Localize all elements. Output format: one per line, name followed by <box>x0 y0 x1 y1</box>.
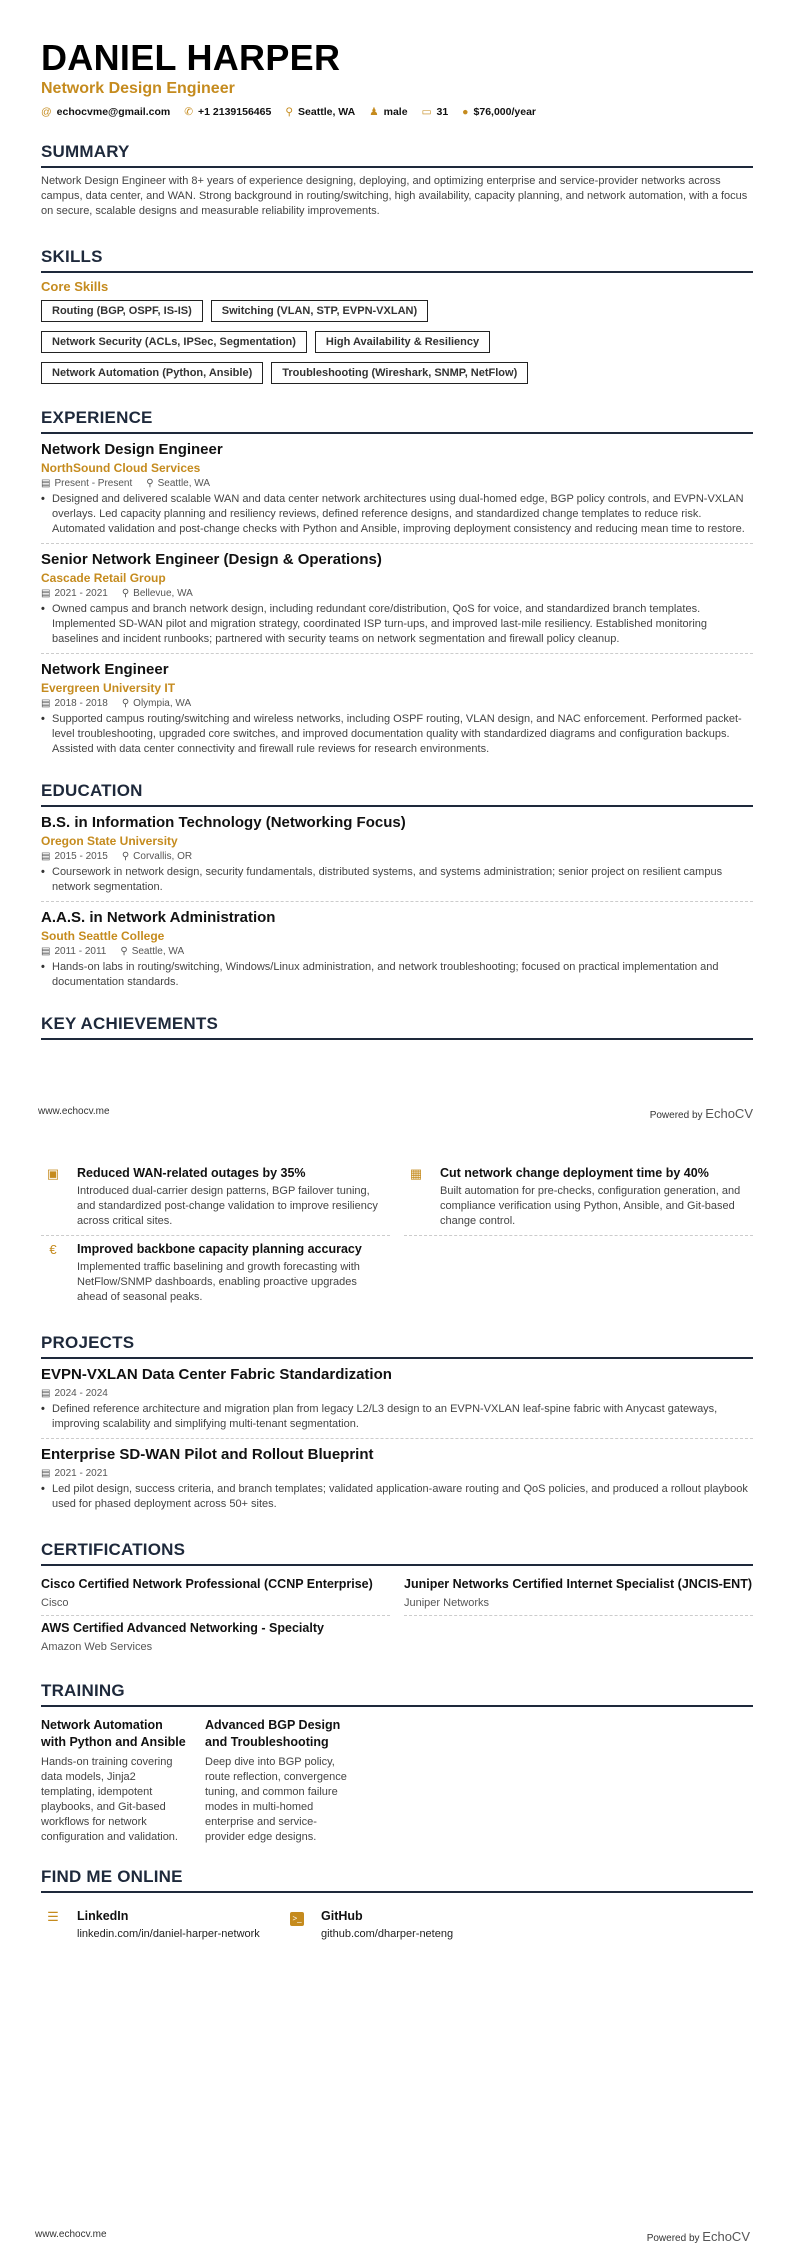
education-entry: A.A.S. in Network Administration South Seattle College ▤ 2011 - 2011 ⚲ Seattle, WA • Hands-on labs in routing/switching, Windows/Linux administration, and network troubleshooting; focused on practical implementation and documentation standards. <box>41 908 753 996</box>
contact-email[interactable]: @ echocvme@gmail.com <box>41 106 171 118</box>
dates: 2024 - 2024 <box>54 1388 108 1399</box>
dates: 2021 - 2021 <box>54 588 108 599</box>
job-entry: Network Design Engineer NorthSound Cloud Services ▤ Present - Present ⚲ Seattle, WA • Designed and delivered scalable WAN and data center network architectures using dual-homed edge, BGP policy controls, and EVPN-VXLAN overlays. Led capacity planning and resiliency reviews, defined reference designs, and standardized change templates to reduce risk. Automated validation and post-change checks with Python and Ansible, improving deployment consistency and reducing mean time to restore. <box>41 440 753 544</box>
job-entry: Network Engineer Evergreen University IT ▤ 2018 - 2018 ⚲ Olympia, WA • Supported campus routing/switching and wireless networks, including OSPF routing, VLAN design, and NAC enforcement. Performed packet-level troubleshooting, upgraded core switches, and improved documentation quality with standardized diagrams and configuration backups. Assisted with data center connectivity and firewall rule reviews for research environments. <box>41 660 753 763</box>
section-heading: KEY ACHIEVEMENTS <box>41 1014 753 1040</box>
location-icon: ⚲ <box>146 478 154 489</box>
project-entry: EVPN-VXLAN Data Center Fabric Standardization ▤ 2024 - 2024 • Defined reference architecture and migration plan from legacy L2/L3 design to an EVPN-VXLAN leaf-spine fabric with Anycast gateways, improving scalability and simplifying multi-tenant segmentation. <box>41 1365 753 1439</box>
footer-brand: EchoCV <box>705 1106 753 1121</box>
achievements-list <box>41 1160 753 1311</box>
contact-salary: ● $76,000/year <box>462 106 536 118</box>
phone-icon: ✆ <box>184 106 194 118</box>
certification-name: Cisco Certified Network Professional (CCNP Enterprise) <box>41 1577 373 1591</box>
dollar-icon: ● <box>462 106 469 118</box>
achievement-text: Implemented traffic baselining and growth forecasting with NetFlow/SNMP dashboards, enabling proactive upgrades ahead of seasonal peaks. <box>77 1261 360 1303</box>
online-linkedin[interactable] <box>41 1903 285 1948</box>
calendar-icon: ▤ <box>41 588 51 599</box>
job-title: Network Engineer <box>41 661 169 678</box>
candidate-name: DANIEL HARPER <box>41 37 341 78</box>
section-heading: CERTIFICATIONS <box>41 1540 753 1566</box>
contact-age: ▭ 31 <box>421 106 449 118</box>
calendar-icon: ▤ <box>41 1468 51 1479</box>
online-section <box>41 1867 753 1948</box>
dates: Present - Present <box>54 478 133 489</box>
github-icon: >_ <box>285 1909 309 1942</box>
skill-group-title: Core Skills <box>41 279 109 294</box>
calculator-icon: ▦ <box>409 1166 423 1181</box>
contact-phone[interactable]: ✆ +1 2139156465 <box>184 106 272 118</box>
company: Evergreen University IT <box>41 681 176 695</box>
location: Seattle, WA <box>157 478 211 489</box>
job-bullet: Designed and delivered scalable WAN and data center network architectures using dual-homed edge, BGP policy controls, and EVPN-VXLAN overlays. Led capacity planning and resiliency reviews, defined reference designs, and standardized change templates to reduce risk. Automated validation and post-change checks with Python and Ansible, improving deployment consistency and reducing mean time to restore. <box>52 493 745 535</box>
calendar-icon: ▭ <box>421 106 432 118</box>
skills-section <box>41 247 753 384</box>
section-heading: FIND ME ONLINE <box>41 1867 753 1893</box>
page-two <box>41 1160 753 1948</box>
dates: 2018 - 2018 <box>54 698 108 709</box>
summary-section <box>41 142 753 219</box>
calendar-icon: ▤ <box>41 946 51 957</box>
page-one <box>41 38 753 1098</box>
section-heading: SUMMARY <box>41 142 753 168</box>
chip-icon: ▣ <box>46 1166 60 1181</box>
job-title: Network Design Engineer <box>41 441 223 458</box>
dates: 2021 - 2021 <box>54 1468 108 1479</box>
certifications-section <box>41 1540 753 1659</box>
training-text: Deep dive into BGP policy, route reflection, convergence tuning, and common failure modes in multi-homed enterprise and service-provider edge designs. <box>205 1756 347 1843</box>
footer-site-link[interactable]: www.echocv.me <box>35 2229 107 2240</box>
certification-item <box>404 1572 753 1616</box>
calendar-icon: ▤ <box>41 1388 51 1399</box>
footer-powered: Powered by <box>649 1110 703 1121</box>
location-icon: ⚲ <box>285 106 294 118</box>
location-icon: ⚲ <box>121 851 130 862</box>
achievement-title: Reduced WAN-related outages by 35% <box>77 1166 306 1180</box>
experience-section <box>41 408 753 763</box>
location-icon: ⚲ <box>121 588 130 599</box>
online-label: GitHub <box>321 1909 363 1923</box>
dates: 2011 - 2011 <box>54 946 107 957</box>
online-label: LinkedIn <box>77 1909 129 1923</box>
education-bullet: Hands-on labs in routing/switching, Windows/Linux administration, and network troubleshooting; focused on practical implementation and documentation standards. <box>52 961 719 988</box>
school: Oregon State University <box>41 834 178 848</box>
projects-section <box>41 1333 753 1518</box>
certification-item <box>41 1616 390 1659</box>
company: NorthSound Cloud Services <box>41 461 201 475</box>
skill-chip: Network Security (ACLs, IPSec, Segmentation) <box>41 331 307 353</box>
calendar-icon: ▤ <box>41 698 51 709</box>
achievement-item <box>404 1160 753 1236</box>
project-bullet: Led pilot design, success criteria, and branch templates; validated application-aware routing and QoS policies, and produced a rollout playbook used for phased deployment across 50+ sites. <box>52 1483 748 1510</box>
online-github[interactable] <box>285 1903 529 1948</box>
candidate-title: Network Design Engineer <box>41 80 235 97</box>
footer-powered: Powered by <box>646 2233 700 2244</box>
location-icon: ⚲ <box>120 946 128 957</box>
achievement-item <box>41 1236 390 1311</box>
location: Seattle, WA <box>131 946 185 957</box>
job-entry: Senior Network Engineer (Design & Operations) Cascade Retail Group ▤ 2021 - 2021 ⚲ Bellevue, WA • Owned campus and branch network design, including redundant core/distribution, QoS for voice, and standardized branch templates. Implemented SD-WAN pilot and migration strategy, coordinated ISP turn-ups, and improved last-mile resiliency. Established monitoring baselines and incident runbooks; partnered with security teams on network segmentation and firewall policy cleanup. <box>41 550 753 654</box>
training-title: Advanced BGP Design and Troubleshooting <box>205 1718 341 1749</box>
dates: 2015 - 2015 <box>54 851 108 862</box>
certification-issuer: Amazon Web Services <box>41 1641 153 1653</box>
person-icon: ♟ <box>369 106 379 118</box>
location: Olympia, WA <box>133 698 192 709</box>
section-heading: PROJECTS <box>41 1333 753 1359</box>
achievement-text: Introduced dual-carrier design patterns, BGP failover tuning, and standardized post-change validation to improve resiliency across critical sites. <box>77 1185 378 1227</box>
achievement-item <box>41 1160 390 1236</box>
training-item <box>205 1717 353 1845</box>
project-bullet: Defined reference architecture and migration plan from legacy L2/L3 design to an EVPN-VXLAN leaf-spine fabric with Anycast gateways, improving scalability and simplifying multi-tenant segmentation. <box>52 1403 718 1430</box>
training-section <box>41 1681 753 1845</box>
online-url[interactable]: linkedin.com/in/daniel-harper-network <box>77 1928 260 1940</box>
document-euro-icon: € <box>49 1242 57 1257</box>
project-title: EVPN-VXLAN Data Center Fabric Standardization <box>41 1366 392 1383</box>
achievement-text: Built automation for pre-checks, configuration generation, and compliance verification using Python, Ansible, and Git-based change control. <box>440 1185 741 1227</box>
calendar-icon: ▤ <box>41 851 51 862</box>
location-icon: ⚲ <box>121 698 130 709</box>
page-footer-wrap <box>38 1106 753 1121</box>
page-footer <box>35 2229 750 2244</box>
project-title: Enterprise SD-WAN Pilot and Rollout Blueprint <box>41 1446 374 1463</box>
school: South Seattle College <box>41 929 165 943</box>
degree: A.A.S. in Network Administration <box>41 909 276 926</box>
contact-row <box>41 106 753 118</box>
linkedin-icon: ☰ <box>47 1909 59 1924</box>
training-item <box>41 1717 189 1845</box>
skill-chip: Troubleshooting (Wireshark, SNMP, NetFlow) <box>271 362 528 384</box>
online-url[interactable]: github.com/dharper-neteng <box>321 1928 454 1940</box>
training-text: Hands-on training covering data models, Jinja2 templating, idempotent playbooks, and Git-based workflows for network configuration and validation. <box>41 1756 178 1843</box>
certification-issuer: Juniper Networks <box>404 1597 489 1609</box>
footer-site-link[interactable]: www.echocv.me <box>38 1106 110 1117</box>
education-entry: B.S. in Information Technology (Networking Focus) Oregon State University ▤ 2015 - 2015 ⚲ Corvallis, OR • Coursework in network design, security fundamentals, distributed systems, and systems administration; senior project on resilient campus network segmentation. <box>41 813 753 902</box>
at-icon: @ <box>41 106 52 118</box>
page-footer <box>38 1106 753 1121</box>
location: Bellevue, WA <box>133 588 193 599</box>
section-heading: EDUCATION <box>41 781 753 807</box>
certification-name: AWS Certified Advanced Networking - Specialty <box>41 1621 324 1635</box>
summary-text: Network Design Engineer with 8+ years of experience designing, deploying, and optimizing enterprise and service-provider networks across campus, data center, and WAN. Strong background in routing/switching, high availability, capacity planning, and network automation, with a focus on secure, scalable designs and measurable reliability improvements. <box>41 175 748 217</box>
location: Corvallis, OR <box>133 851 193 862</box>
skill-chip: Routing (BGP, OSPF, IS-IS) <box>41 300 203 322</box>
resume-header <box>41 38 753 118</box>
job-bullet: Owned campus and branch network design, including redundant core/distribution, QoS for voice, and standardized branch templates. Implemented SD-WAN pilot and migration strategy, coordinated ISP turn-ups, and improved last-mile resiliency. Established monitoring baselines and incident runbooks; partnered with security teams on network segmentation and firewall policy cleanup. <box>52 603 707 645</box>
achievement-title: Cut network change deployment time by 40% <box>440 1166 709 1180</box>
job-bullet: Supported campus routing/switching and wireless networks, including OSPF routing, VLAN design, and NAC enforcement. Performed packet-level troubleshooting, upgraded core switches, and improved documentation quality with standardized diagrams and configuration backups. Assisted with data center connectivity and firewall rule reviews for research environments. <box>52 713 742 755</box>
section-heading: TRAINING <box>41 1681 753 1707</box>
project-entry: Enterprise SD-WAN Pilot and Rollout Blueprint ▤ 2021 - 2021 • Led pilot design, success criteria, and branch templates; validated application-aware routing and QoS policies, and produced a rollout playbook used for phased deployment across 50+ sites. <box>41 1445 753 1518</box>
achievement-title: Improved backbone capacity planning accuracy <box>77 1242 362 1256</box>
training-title: Network Automation with Python and Ansible <box>41 1718 186 1749</box>
contact-location: ⚲ Seattle, WA <box>285 106 356 118</box>
skill-chip: Network Automation (Python, Ansible) <box>41 362 263 384</box>
section-heading: SKILLS <box>41 247 753 273</box>
calendar-icon: ▤ <box>41 478 51 489</box>
section-heading: EXPERIENCE <box>41 408 753 434</box>
footer-brand: EchoCV <box>702 2229 750 2244</box>
achievements-heading-block <box>41 1014 753 1040</box>
skill-chip: High Availability & Resiliency <box>315 331 490 353</box>
education-section <box>41 781 753 996</box>
degree: B.S. in Information Technology (Networking Focus) <box>41 814 406 831</box>
company: Cascade Retail Group <box>41 571 166 585</box>
contact-gender: ♟ male <box>369 106 408 118</box>
certification-issuer: Cisco <box>41 1597 69 1609</box>
education-bullet: Coursework in network design, security fundamentals, distributed systems, and systems administration; senior project on resilient campus network segmentation. <box>52 866 723 893</box>
skill-chip: Switching (VLAN, STP, EVPN-VXLAN) <box>211 300 428 322</box>
job-title: Senior Network Engineer (Design & Operations) <box>41 551 382 568</box>
certification-item <box>41 1572 390 1616</box>
certification-name: Juniper Networks Certified Internet Specialist (JNCIS-ENT) <box>404 1577 752 1591</box>
